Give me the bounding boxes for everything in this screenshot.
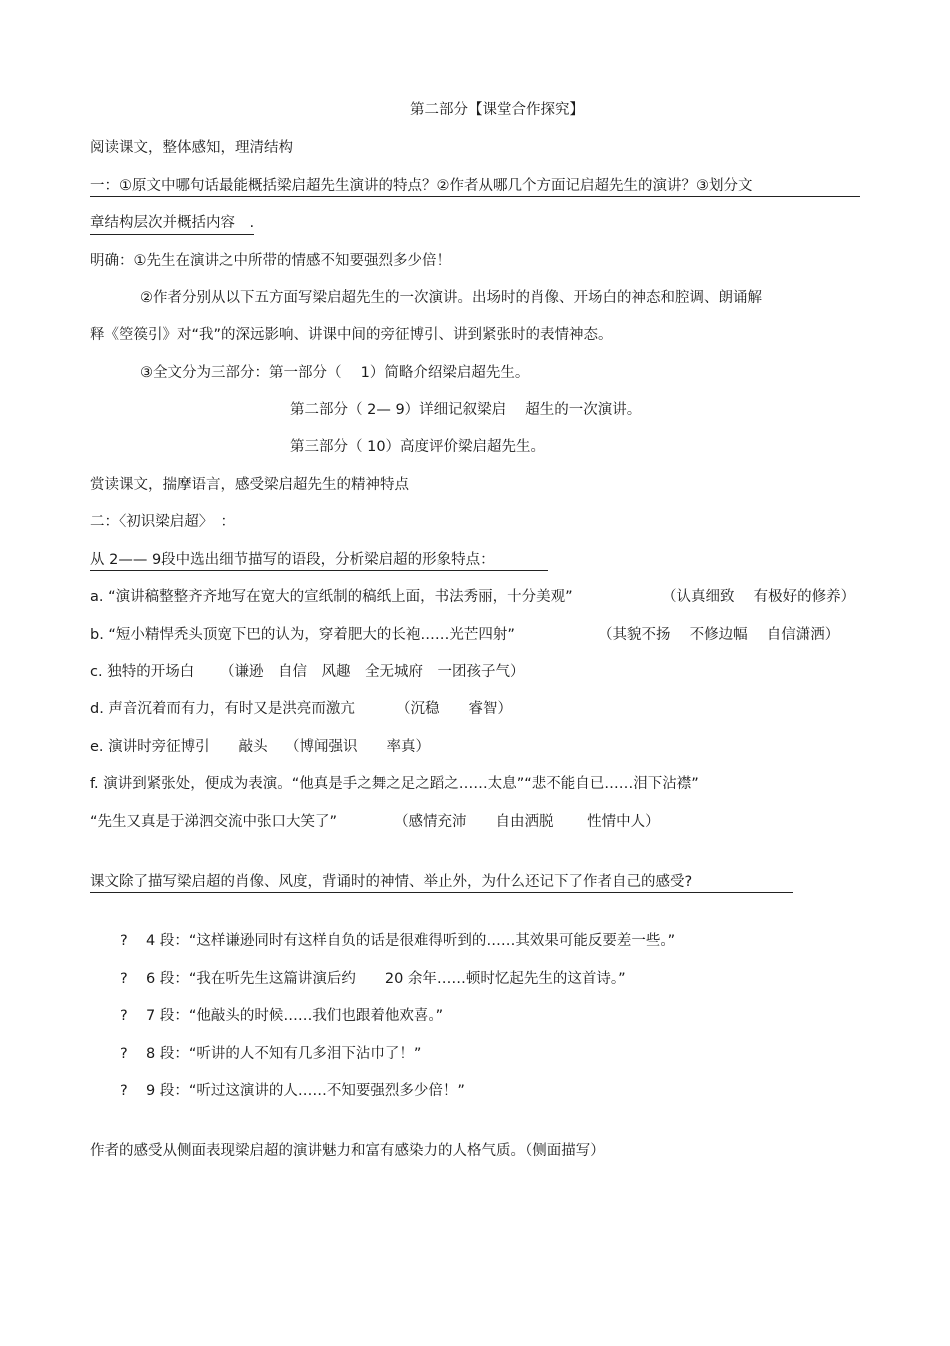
- bullet-text: 8 段：“听讲的人不知有几多泪下沾巾了！”: [146, 1046, 422, 1062]
- detail-note: （其貌不扬 不修边幅 自信潇洒）: [598, 627, 840, 643]
- bullet-mark: ?: [120, 971, 128, 987]
- detail-text: “先生又真是于涕泗交流中张口大笑了”: [90, 814, 338, 830]
- bullet-text: 4 段：“这样谦逊同时有这样自负的话是很难得听到的……其效果可能反要差一些。”: [146, 933, 676, 949]
- detail-text: a. “演讲稿整整齐齐地写在宽大的宣纸制的稿纸上面，书法秀丽，十分美观”: [90, 589, 573, 605]
- detail-note: （认真细致 有极好的修养）: [662, 589, 856, 605]
- bullet-mark: ?: [120, 1008, 128, 1024]
- detail-note: （感情充沛 自由洒脱 性情中人）: [394, 814, 660, 830]
- bullet-text: 6 段：“我在听先生这篇讲演后约 20 余年……顿时忆起先生的这首诗。”: [146, 971, 626, 987]
- question-2-heading: 二：〈初识梁启超〉 ：: [90, 514, 235, 530]
- detail-text: f. 演讲到紧张处，便成为表演。“他真是手之舞之足之蹈之……太息”“悲不能自已……泪下沾襟”: [90, 776, 699, 792]
- detail-text: c. 独特的开场白: [90, 664, 195, 680]
- answer-1-part-2-line-2: 释《箜篌引》对“我”的深远影响、讲课中间的旁征博引、讲到紧张时的表情神态。: [90, 327, 613, 343]
- bullet-mark: ?: [120, 933, 128, 949]
- answer-1-structure-part-2: 第二部分（ 2— 9）详细记叙梁启 超生的一次演讲。: [290, 402, 642, 418]
- bullet-text: 9 段：“听过这演讲的人……不知要强烈多少倍！”: [146, 1083, 465, 1099]
- section2-heading: 赏读课文，揣摩语言，感受梁启超先生的精神特点: [90, 477, 409, 493]
- detail-note: （沉稳 睿智）: [396, 701, 512, 717]
- question-1-line-1: 一：①原文中哪句话最能概括梁启超先生演讲的特点？②作者从哪几个方面记启超先生的演讲？③划分文: [90, 176, 860, 197]
- detail-text: d. 声音沉着而有力，有时又是洪亮而激亢: [90, 701, 355, 717]
- bullet-mark: ?: [120, 1083, 128, 1099]
- question-3: 课文除了描写梁启超的肖像、风度，背诵时的神情、举止外，为什么还记下了作者自己的感受?: [90, 872, 793, 893]
- detail-text: b. “短小精悍秃头顶宽下巴的认为，穿着肥大的长袍……光芒四射”: [90, 627, 515, 643]
- detail-note: （博闻强识 率真）: [285, 739, 430, 755]
- answer-1-structure-part-3: 第三部分（ 10）高度评价梁启超先生。: [290, 439, 546, 455]
- section1-heading: 阅读课文，整体感知，理清结构: [90, 140, 293, 156]
- detail-note: （谦逊 自信 风趣 全无城府 一团孩子气）: [220, 664, 525, 680]
- answer-1-part-2-line-1: ②作者分别从以下五方面写梁启超先生的一次演讲。出场时的肖像、开场白的神态和腔调、朗诵解: [140, 290, 762, 306]
- answer-1-part-1: 明确：①先生在演讲之中所带的情感不知要强烈多少倍！: [90, 253, 451, 269]
- detail-text: e. 演讲时旁征博引 敲头: [90, 739, 268, 755]
- question-1-line-2: 章结构层次并概括内容 .: [90, 213, 254, 235]
- conclusion: 作者的感受从侧面表现梁启超的演讲魅力和富有感染力的人格气质。（侧面描写）: [90, 1143, 605, 1159]
- page-title: 第二部分【课堂合作探究】: [410, 102, 584, 118]
- question-2-task: 从 2—— 9段中选出细节描写的语段，分析梁启超的形象特点：: [90, 550, 548, 571]
- bullet-text: 7 段：“他敲头的时候……我们也跟着他欢喜。”: [146, 1008, 444, 1024]
- answer-1-structure-part-1: ③全文分为三部分：第一部分（ 1）简略介绍梁启超先生。: [140, 365, 530, 381]
- bullet-mark: ?: [120, 1046, 128, 1062]
